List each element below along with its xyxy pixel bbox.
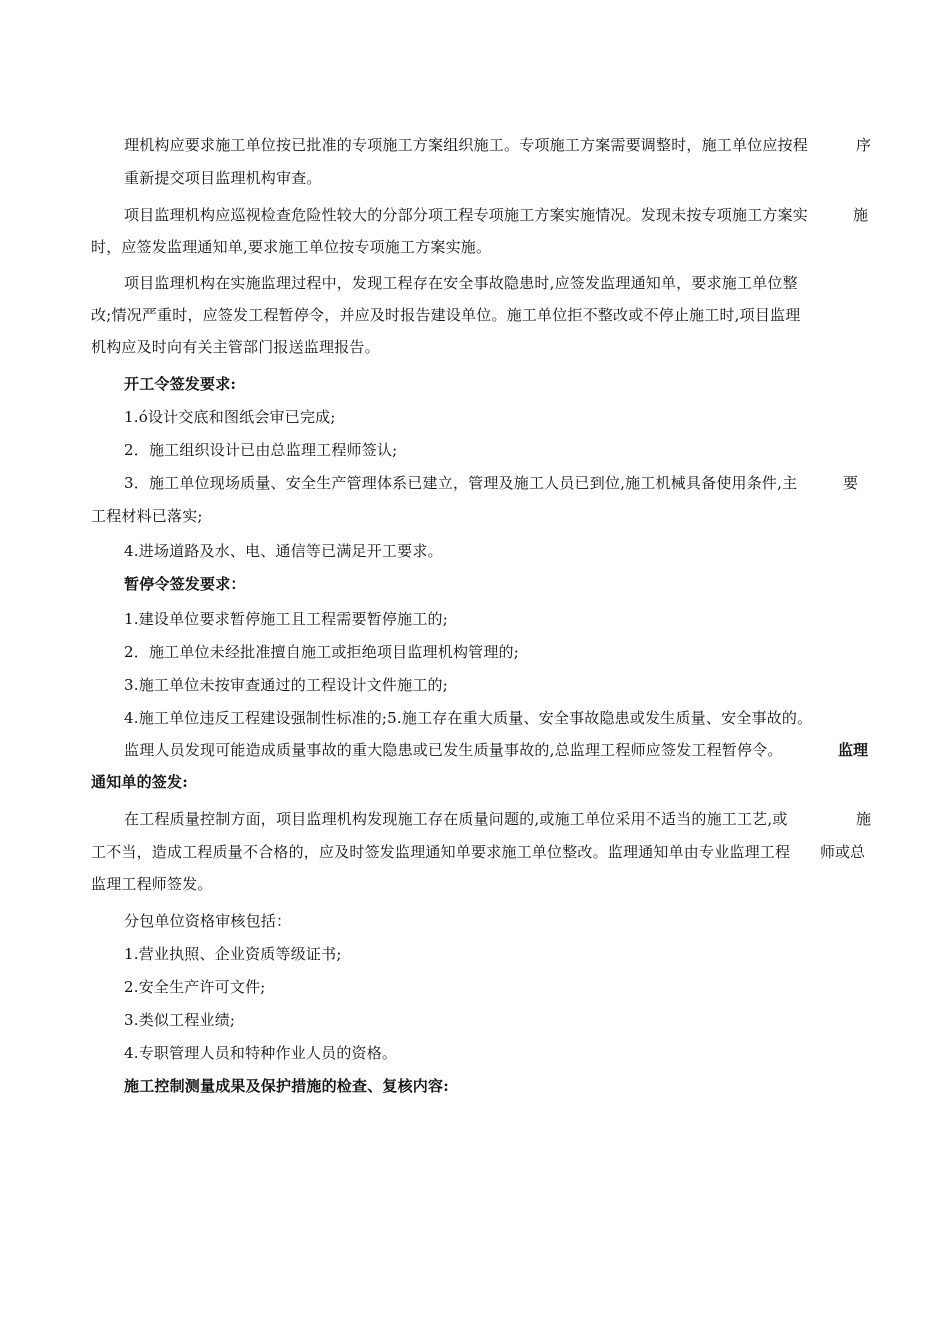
paragraph-line: 项目监理机构在实施监理过程中，发现工程存在安全事故隐患时,应签发监理通知单，要求施工单位整 bbox=[124, 274, 798, 292]
paragraph-line-tail: 施 bbox=[853, 206, 869, 224]
paragraph-line-tail: 序 bbox=[856, 136, 872, 154]
list-item: 3.施工单位未按审查通过的工程设计文件施工的; bbox=[124, 676, 448, 694]
paragraph-line: 改;情况严重时，应签发工程暂停令，并应及时报告建设单位。施工单位拒不整改或不停止施工时,项目监理 bbox=[91, 306, 801, 324]
paragraph-line: 监理工程师签发。 bbox=[91, 875, 213, 893]
paragraph-line: 在工程质量控制方面，项目监理机构发现施工存在质量问题的,或施工单位采用不适当的施工工艺,或 bbox=[124, 810, 788, 828]
list-item: 2．施工组织设计已由总监理工程师签认; bbox=[124, 441, 398, 459]
list-item: 1.ó设计交底和图纸会审已完成; bbox=[124, 408, 336, 426]
list-item: 1.营业执照、企业资质等级证书; bbox=[124, 945, 342, 963]
list-item: 3.类似工程业绩; bbox=[124, 1011, 236, 1029]
paragraph-line: 时，应签发监理通知单,要求施工单位按专项施工方案实施。 bbox=[91, 238, 492, 256]
list-item: 2．施工单位未经批准擅自施工或拒绝项目监理机构管理的; bbox=[124, 643, 519, 661]
list-item: 1.建设单位要求暂停施工且工程需要暂停施工的; bbox=[124, 610, 448, 628]
paragraph-line: 重新提交项目监理机构审查。 bbox=[124, 169, 322, 187]
list-item-tail: 要 bbox=[843, 474, 859, 492]
section-heading-zanting: 暂停令签发要求： bbox=[124, 575, 246, 593]
list-item: 4.施工单位违反工程建设强制性标准的;5.施工存在重大质量、安全事故隐患或发生质量、安全事故的。 bbox=[124, 709, 813, 727]
inline-heading-start: 监理 bbox=[838, 741, 869, 759]
list-item: 工程材料已落实; bbox=[91, 507, 203, 525]
section-heading-kaigong: 开工令签发要求: bbox=[124, 375, 237, 393]
paragraph-line: 机构应及时向有关主管部门报送监理报告。 bbox=[91, 338, 380, 356]
paragraph-line: 工不当，造成工程质量不合格的，应及时签发监理通知单要求施工单位整改。监理通知单由专业监理工程 bbox=[91, 843, 791, 861]
paragraph-line: 项目监理机构应巡视检查危险性较大的分部分项工程专项施工方案实施情况。发现未按专项施工方案实 bbox=[124, 206, 809, 224]
list-item: 4.专职管理人员和特种作业人员的资格。 bbox=[124, 1044, 398, 1062]
list-item: 监理人员发现可能造成质量事故的重大隐患或已发生质量事故的,总监理工程师应签发工程暂停令。 bbox=[124, 741, 783, 759]
paragraph-line-tail: 师或总 bbox=[820, 843, 866, 861]
list-item: 3．施工单位现场质量、安全生产管理体系已建立，管理及施工人员已到位,施工机械具备使用条件,主 bbox=[124, 474, 798, 492]
paragraph-line: 理机构应要求施工单位按已批准的专项施工方案组织施工。专项施工方案需要调整时，施工单位应按程 bbox=[124, 136, 809, 154]
list-item: 2.安全生产许可文件; bbox=[124, 978, 266, 996]
section-heading-celiang: 施工控制测量成果及保护措施的检查、复核内容: bbox=[124, 1077, 449, 1095]
paragraph-line-tail: 施 bbox=[856, 810, 872, 828]
section-heading-tongzhi: 通知单的签发: bbox=[91, 773, 188, 791]
section-heading-fenbao: 分包单位资格审核包括： bbox=[124, 912, 292, 930]
list-item: 4.进场道路及水、电、通信等已满足开工要求。 bbox=[124, 542, 443, 560]
